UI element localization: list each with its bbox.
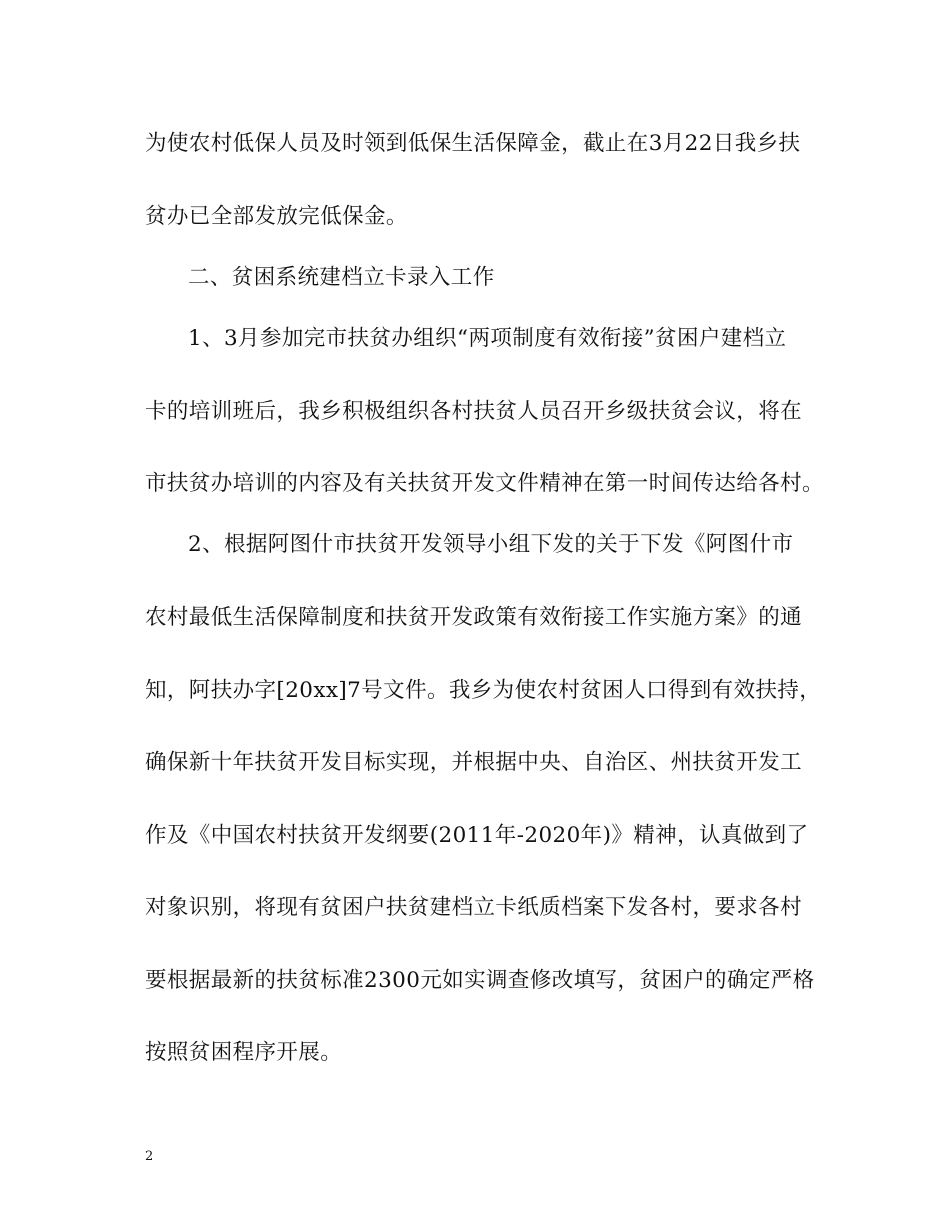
- paragraph-line-2: 贫办已全部发放完低保金。: [145, 204, 408, 229]
- paragraph-line-13: 要根据最新的扶贫标准2300元如实调查修改填写，贫困户的确定严格: [145, 968, 815, 993]
- paragraph-line-9: 知，阿扶办字[20xx]7号文件。我乡为使农村贫困人口得到有效扶持，: [145, 678, 822, 703]
- paragraph-line-7: 2、根据阿图什市扶贫开发领导小组下发的关于下发《阿图什市: [188, 532, 794, 557]
- paragraph-line-12: 对象识别，将现有贫困户扶贫建档立卡纸质档案下发各村，要求各村: [145, 895, 803, 920]
- paragraph-line-8: 农村最低生活保障制度和扶贫开发政策有效衔接工作实施方案》的通: [145, 605, 803, 630]
- paragraph-line-10: 确保新十年扶贫开发目标实现，并根据中央、自治区、州扶贫开发工: [145, 750, 803, 775]
- page-number: 2: [145, 1149, 154, 1164]
- paragraph-line-4: 1、3月参加完市扶贫办组织“两项制度有效衔接”贫困户建档立: [188, 326, 787, 351]
- paragraph-line-14: 按照贫困程序开展。: [145, 1040, 343, 1065]
- paragraph-line-5: 卡的培训班后，我乡积极组织各村扶贫人员召开乡级扶贫会议，将在: [145, 399, 803, 424]
- paragraph-line-11: 作及《中国农村扶贫开发纲要(2011年-2020年)》精神，认真做到了: [145, 823, 809, 848]
- paragraph-line-6: 市扶贫办培训的内容及有关扶贫开发文件精神在第一时间传达给各村。: [145, 471, 824, 496]
- section-heading: 二、贫困系统建档立卡录入工作: [188, 265, 495, 290]
- paragraph-line-1: 为使农村低保人员及时领到低保生活保障金，截止在3月22日我乡扶: [145, 131, 801, 156]
